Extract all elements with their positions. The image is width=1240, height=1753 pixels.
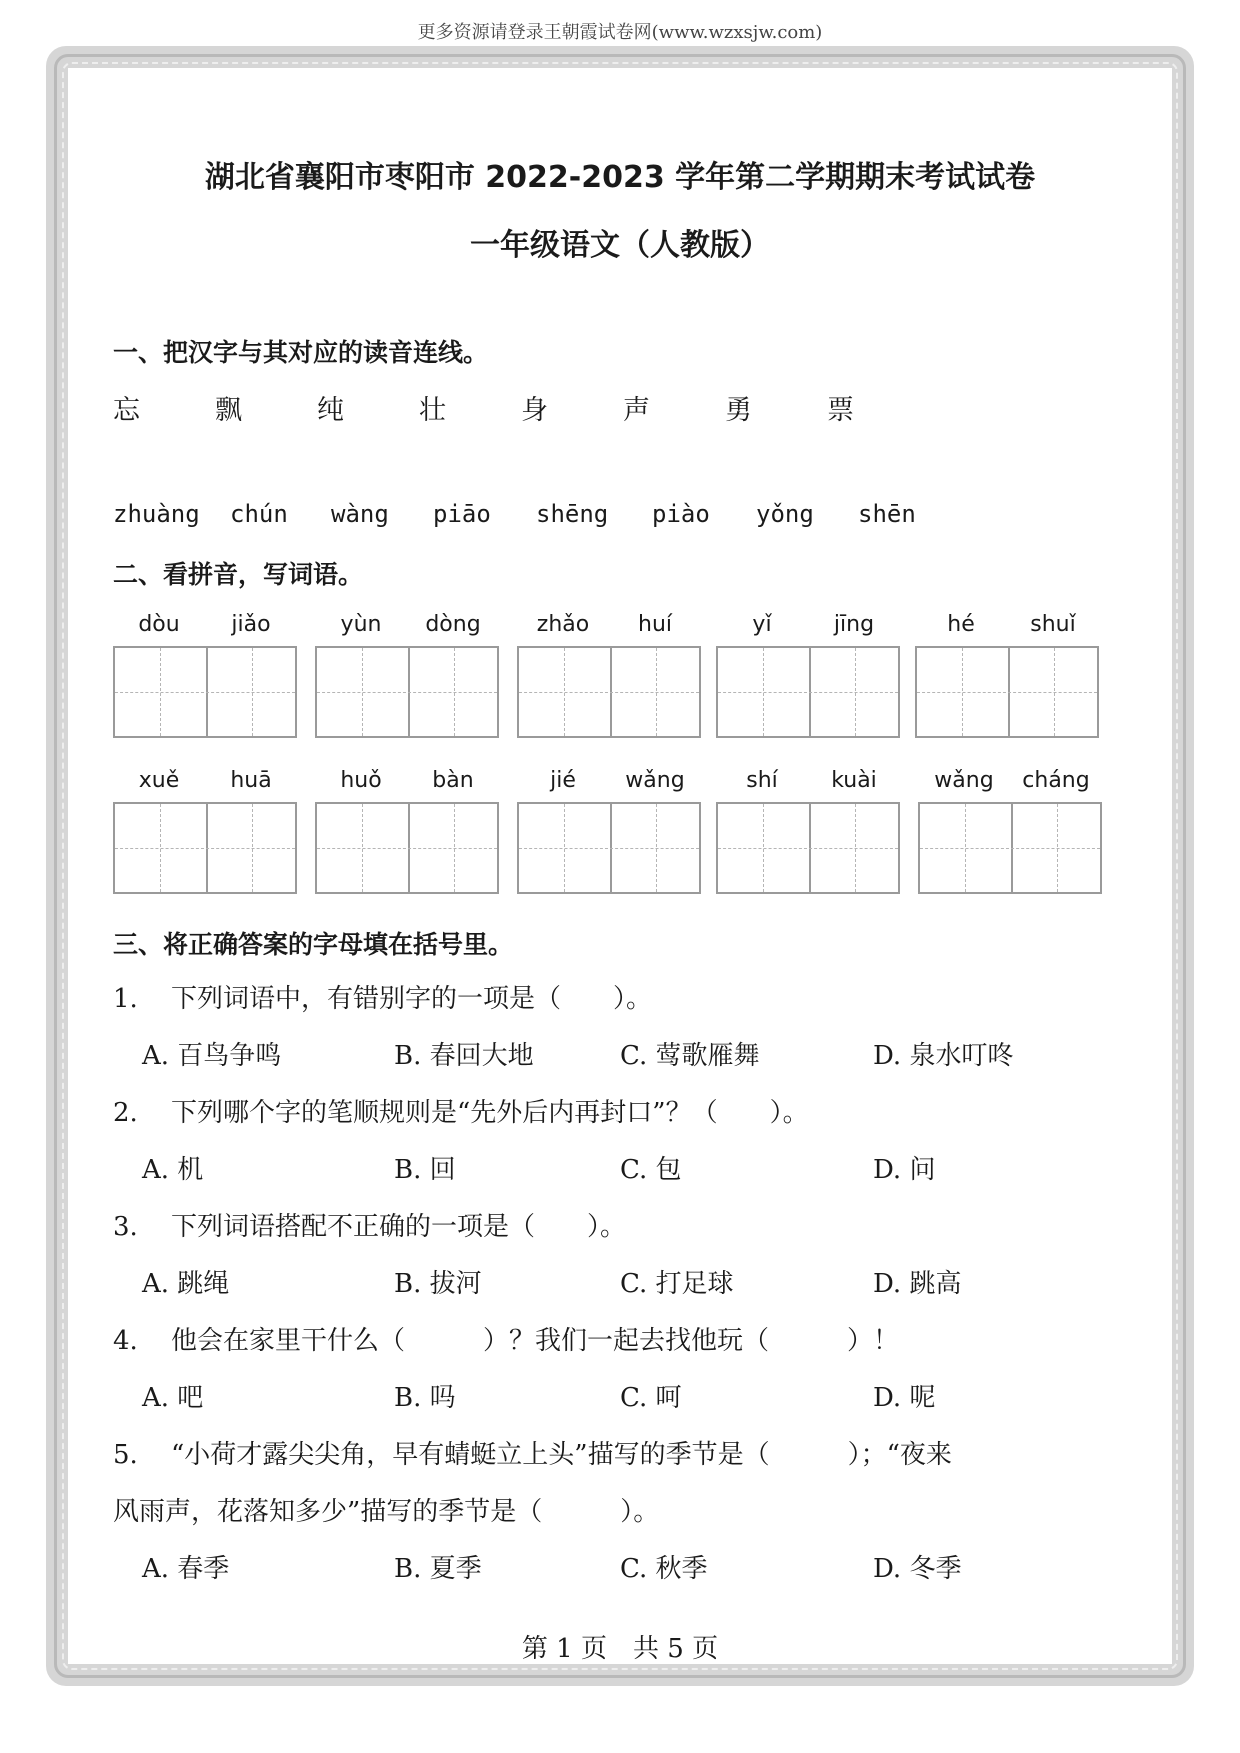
pinyin-label: xuě [138,768,180,793]
exam-subtitle: 一年级语文（人教版） [470,228,770,263]
pinyin-item[interactable]: wàng [331,500,389,528]
character-item[interactable]: 壮 [419,395,446,426]
tianzige-grid[interactable] [113,802,297,894]
watermark-header: 更多资源请登录王朝霞试卷网(www.wzxsjw.com) [417,22,823,43]
question-4 [113,1320,899,1357]
option-d[interactable]: D. 呢 [873,1383,936,1413]
pinyin-label: shuǐ [1030,612,1076,637]
question-3 [113,1206,626,1243]
character-item[interactable]: 身 [521,395,548,426]
tianzige-grid[interactable] [517,646,701,738]
option-c[interactable]: C. 秋季 [620,1554,708,1584]
question-number: 1. [113,984,138,1014]
question-text: 下列词语中，有错别字的一项是（ ）。 [171,984,653,1014]
option-a[interactable]: A. 跳绳 [142,1269,230,1299]
option-a[interactable]: A. 百鸟争鸣 [142,1041,282,1071]
pinyin-label: zhǎo [536,612,590,637]
question-text: “小荷才露尖尖角，早有蜻蜓立上头”描写的季节是（ ）；“夜来 [171,1440,952,1470]
pinyin-item[interactable]: zhuàng [113,500,200,528]
character-item[interactable]: 票 [827,395,854,426]
page-number: 第 1 页 共 5 页 [521,1634,719,1664]
option-b[interactable]: B. 回 [394,1155,456,1185]
question-2 [113,1092,809,1129]
option-b[interactable]: B. 吗 [394,1383,456,1413]
pinyin-item[interactable]: chún [230,500,288,528]
question-number: 3. [113,1212,138,1242]
pinyin-label: kuài [831,768,877,793]
pinyin-label: yùn [340,612,382,637]
option-a[interactable]: A. 机 [142,1155,204,1185]
option-d[interactable]: D. 泉水叮咚 [873,1041,1014,1071]
pinyin-label: shí [746,768,778,793]
option-c[interactable]: C. 打足球 [620,1269,734,1299]
tianzige-grid[interactable] [716,802,900,894]
pinyin-item[interactable]: piào [652,500,710,528]
character-item[interactable]: 纯 [317,395,344,426]
tianzige-grid[interactable] [113,646,297,738]
tianzige-grid[interactable] [315,802,499,894]
character-item[interactable]: 声 [623,395,650,426]
tianzige-grid[interactable] [915,646,1099,738]
question-5 [113,1434,952,1471]
pinyin-item[interactable]: yǒng [756,500,814,528]
tianzige-grid[interactable] [517,802,701,894]
pinyin-label: yǐ [752,612,772,637]
character-item[interactable]: 忘 [113,395,140,426]
pinyin-label: dòu [138,612,180,637]
pinyin-label: hé [947,612,975,637]
pinyin-label: huǒ [340,768,382,793]
option-a[interactable]: A. 吧 [142,1383,204,1413]
question-text: 下列哪个字的笔顺规则是“先外后内再封口”？（ ）。 [171,1098,809,1128]
pinyin-label: wǎng [625,768,685,793]
question-number: 5. [113,1440,138,1470]
pinyin-label: huí [638,612,672,637]
tianzige-grid[interactable] [716,646,900,738]
option-a[interactable]: A. 春季 [142,1554,230,1584]
character-item[interactable]: 勇 [725,395,752,426]
option-d[interactable]: D. 跳高 [873,1269,962,1299]
option-d[interactable]: D. 问 [873,1155,936,1185]
pinyin-label: wǎng [934,768,994,793]
section1-heading: 一、把汉字与其对应的读音连线。 [113,338,489,367]
pinyin-label: huā [230,768,272,793]
exam-title: 湖北省襄阳市枣阳市 2022-2023 学年第二学期期末考试试卷 [204,160,1036,195]
question-text: 下列词语搭配不正确的一项是（ ）。 [171,1212,627,1242]
question-5-continued [113,1491,659,1528]
pinyin-label: jīng [833,612,875,637]
section3-heading: 三、将正确答案的字母填在括号里。 [113,930,514,959]
pinyin-label: cháng [1022,768,1090,793]
option-d[interactable]: D. 冬季 [873,1554,962,1584]
question-number: 2. [113,1098,138,1128]
option-b[interactable]: B. 春回大地 [394,1041,534,1071]
pinyin-label: dòng [425,612,481,637]
pinyin-item[interactable]: piāo [433,500,491,528]
option-b[interactable]: B. 夏季 [394,1554,482,1584]
option-b[interactable]: B. 拔河 [394,1269,482,1299]
question-text: 他会在家里干什么（ ）？我们一起去找他玩（ ）！ [171,1326,900,1356]
character-item[interactable]: 飘 [215,395,242,426]
option-c[interactable]: C. 莺歌雁舞 [620,1041,760,1071]
section2-heading: 二、看拼音，写词语。 [113,560,364,589]
pinyin-label: bàn [432,768,474,793]
pinyin-label: jié [550,768,576,793]
pinyin-item[interactable]: shēn [858,500,916,528]
tianzige-grid[interactable] [315,646,499,738]
tianzige-grid[interactable] [918,802,1102,894]
question-number: 4. [113,1326,138,1356]
pinyin-item[interactable]: shēng [536,500,609,528]
pinyin-label: jiǎo [231,612,271,637]
option-c[interactable]: C. 包 [620,1155,682,1185]
question-1 [113,978,652,1015]
option-c[interactable]: C. 呵 [620,1383,682,1413]
question-text: 风雨声，花落知多少”描写的季节是（ ）。 [113,1497,660,1527]
